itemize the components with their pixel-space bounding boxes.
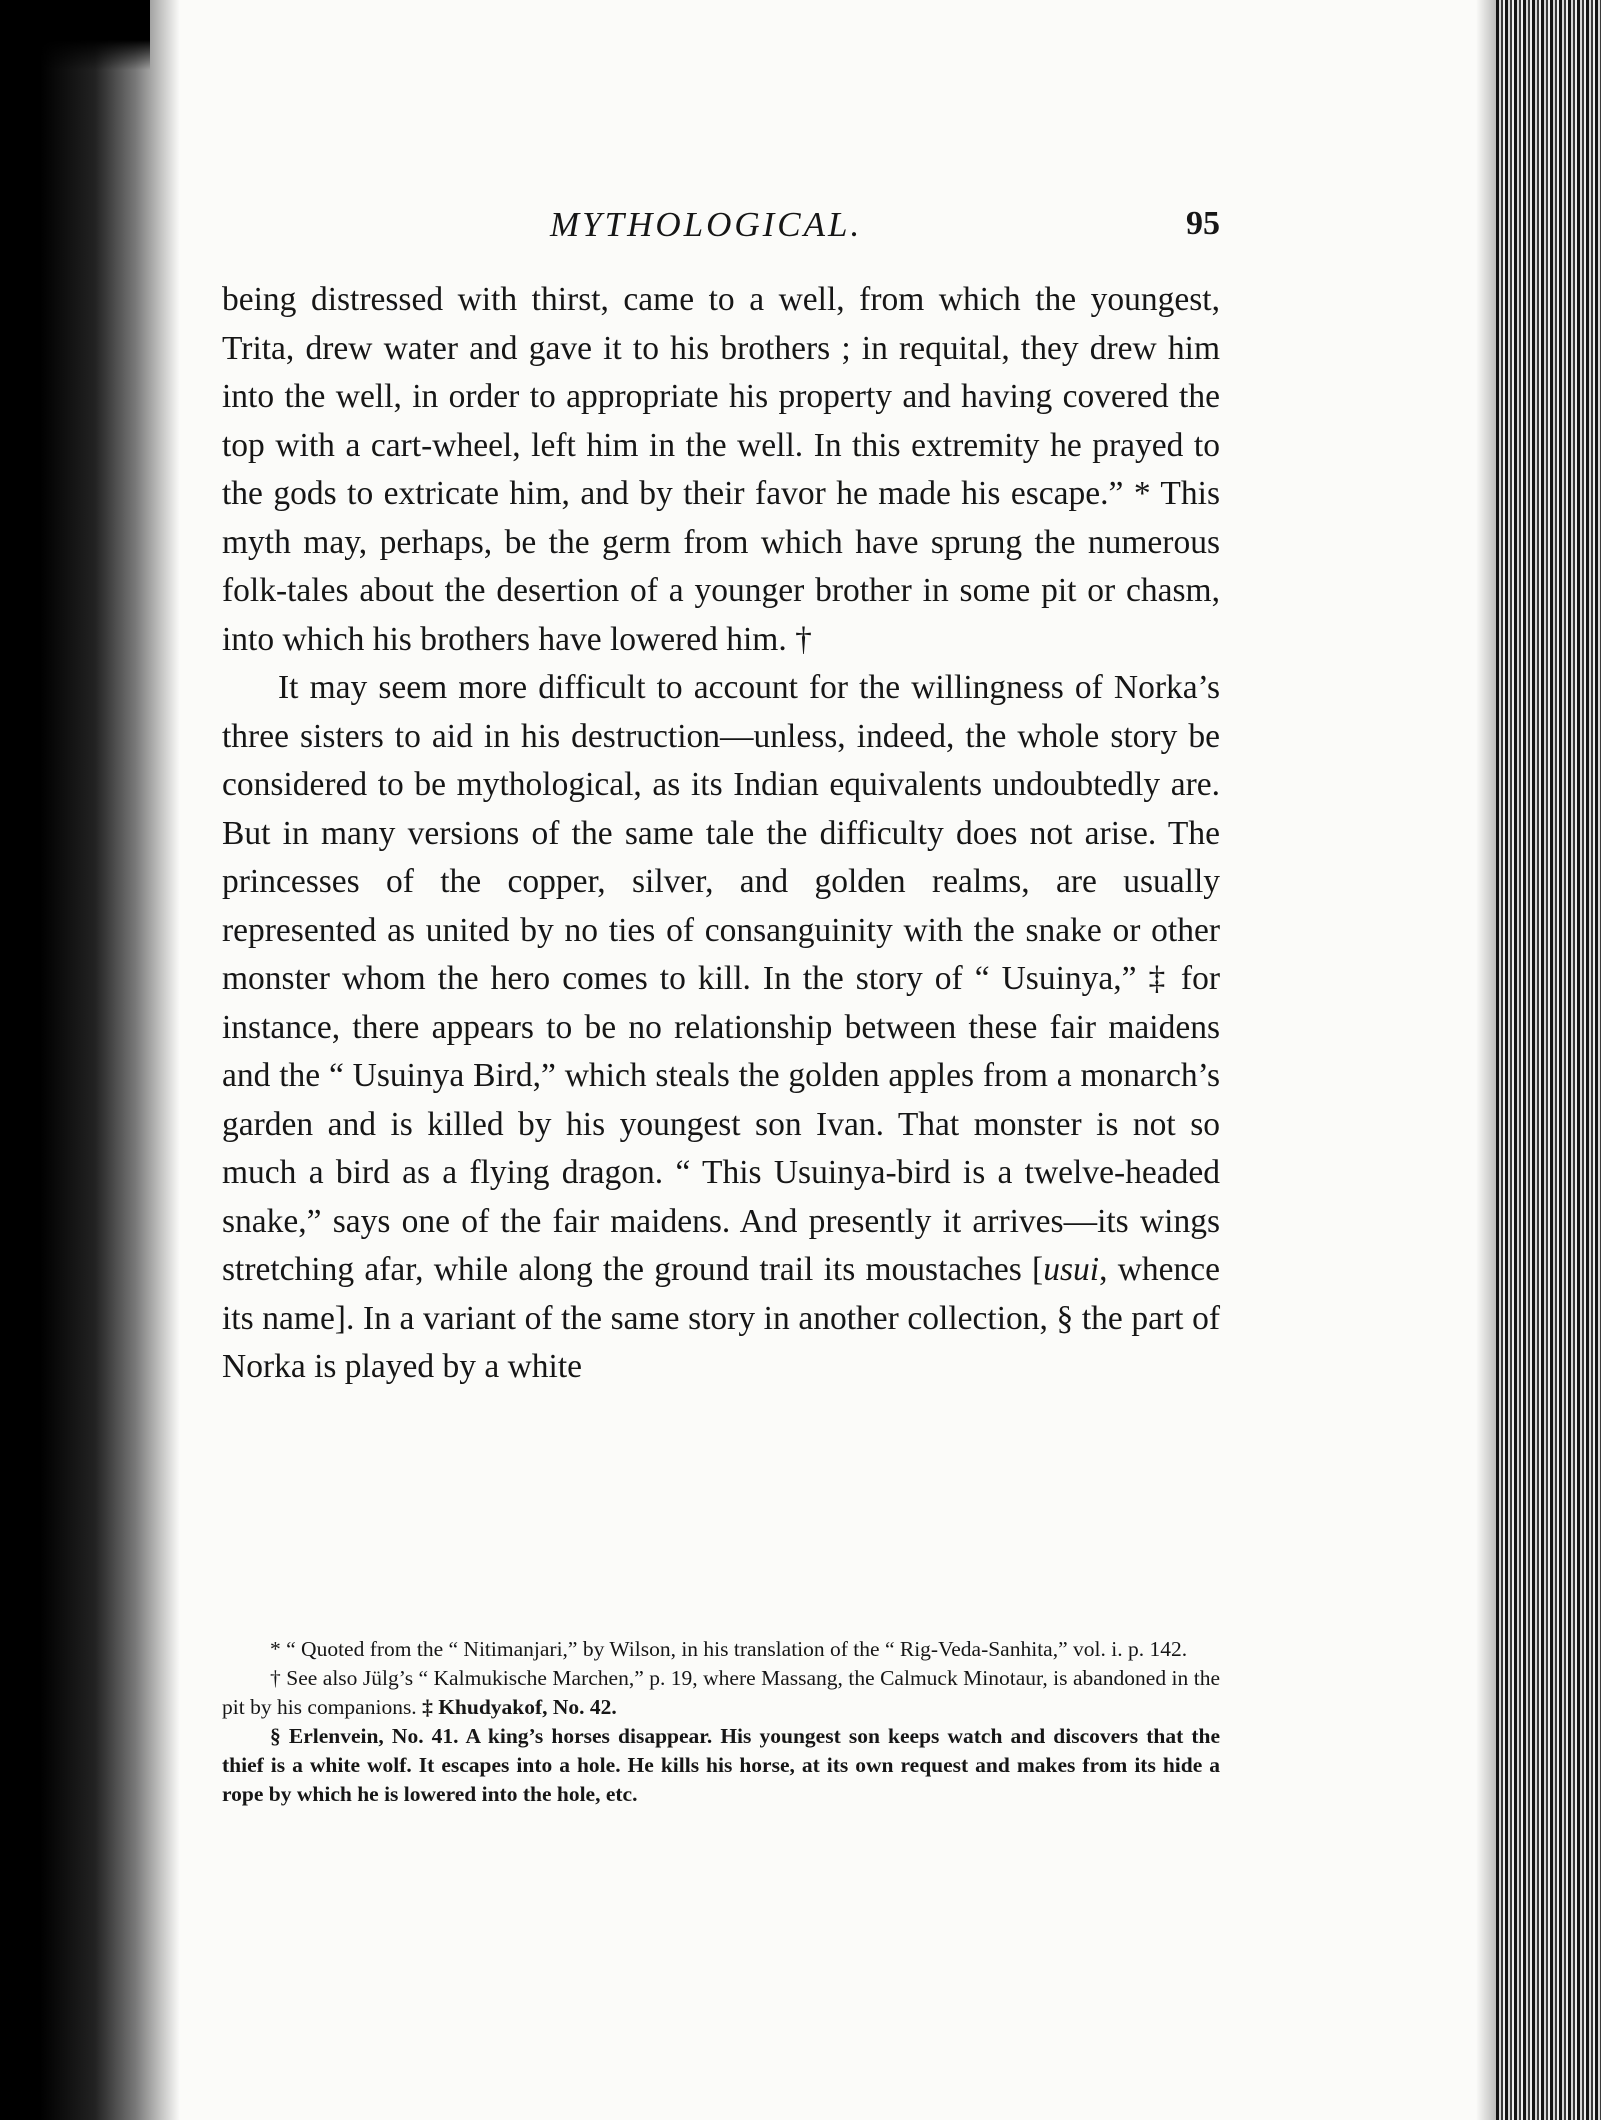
right-page-edges bbox=[1496, 0, 1601, 2120]
footnotes bbox=[222, 1635, 1220, 1809]
running-header bbox=[222, 205, 1220, 255]
footnote-4: § Erlenvein, No. 41. A king’s horses disappear. His youngest son keeps watch and discovers that the thief is a white wolf. It escapes into a hole. He kills his horse, at its own request and makes from its hide a rope by which he is lowered into the hole, etc. bbox=[222, 1724, 1220, 1806]
paragraph-2-italic-term: usui bbox=[1043, 1251, 1100, 1288]
footnote-2-text: † See also Jülg’s “ Kalmukische Marchen,” p. 19, where Massang, the Calmuck Minotaur, is abandoned in the pit by his companions. bbox=[222, 1666, 1220, 1719]
left-page-shadow bbox=[0, 0, 180, 2120]
paragraph-2: It may seem more difficult to account for the willingness of Norka’s three sisters to aid in his destruction—unless, indeed, the whole story be considered to be mythological, as its Indian equivalents undoubtedly are. But in many versions of the same tale the difficulty does not arise. The princesses of the copper, silver, and golden realms, are usually represented as united by no ties of consanguinity with the snake or other monster whom the hero comes to kill. In the story of “ Usuinya,” ‡ for instance, there appears to be no relationship between these fair maidens and the “ Usuinya Bird,” which steals the golden apples from a monarch’s garden and is killed by his youngest son Ivan. That monster is not so much a bird as a flying dragon. “ This Usuinya-bird is a twelve-headed snake,” says one of the fair maidens. And presently it arrives—its wings stretching afar, while along the ground trail its moustaches [usui, whence its name]. In a variant of the same story in another collection, § the part of Norka is played by a white bbox=[222, 669, 1221, 1385]
running-title: MYTHOLOGICAL. bbox=[550, 205, 863, 244]
main-text bbox=[222, 276, 1220, 1392]
paragraph-1: being distressed with thirst, came to a well, from which the youngest, Trita, drew water and gave it to his brothers ; in requital, they drew him into the well, in order to appropriate his property and having covered the top with a cart-wheel, left him in the well. In this extremity he prayed to the gods to extricate him, and by their favor he made his escape.” * This myth may, perhaps, be the germ from which have sprung the numerous folk-tales about the desertion of a younger brother in some pit or chasm, into which his brothers have lowered him. † bbox=[222, 281, 1220, 658]
footnote-2 bbox=[222, 1664, 1220, 1722]
paragraph-2-text: It may seem more difficult to account for the willingness of Norka’s three sisters to aid in his destruction—unless, indeed, the whole story be considered to be mythological, as its Indian equivalents undoubtedly are. But in many versions of the same tale the difficulty does not arise. The princesses of the copper, silver, and golden realms, are usually represented as united by no ties of consanguinity with the snake or other monster whom the hero comes to kill. In the story of “ Usuinya,” ‡ for instance, there appears to be no relationship between these fair maidens and the “ Usuinya Bird,” which steals the golden apples from a monarch’s garden and is killed by his youngest son Ivan. That monster is not so much a bird as a flying dragon. “ This Usuinya-bird is a twelve-headed snake,” says one of the fair maidens. And presently it arrives—its wings stretching afar, while along the ground trail its moustaches bbox=[222, 669, 1220, 1288]
right-gutter-shade bbox=[1476, 0, 1496, 2120]
footnote-1: * “ Quoted from the “ Nitimanjari,” by Wilson, in his translation of the “ Rig-Veda-Sanhita,” vol. i. p. 142. bbox=[270, 1637, 1188, 1661]
page-number: 95 bbox=[1186, 205, 1220, 242]
top-left-shadow bbox=[0, 0, 150, 70]
footnote-3: ‡ Khudyakof, No. 42. bbox=[422, 1695, 617, 1719]
paragraph-2-tail: , whence its name]. In a variant of the same story in another collection, § the part of Norka is played by a white bbox=[222, 1251, 1221, 1385]
